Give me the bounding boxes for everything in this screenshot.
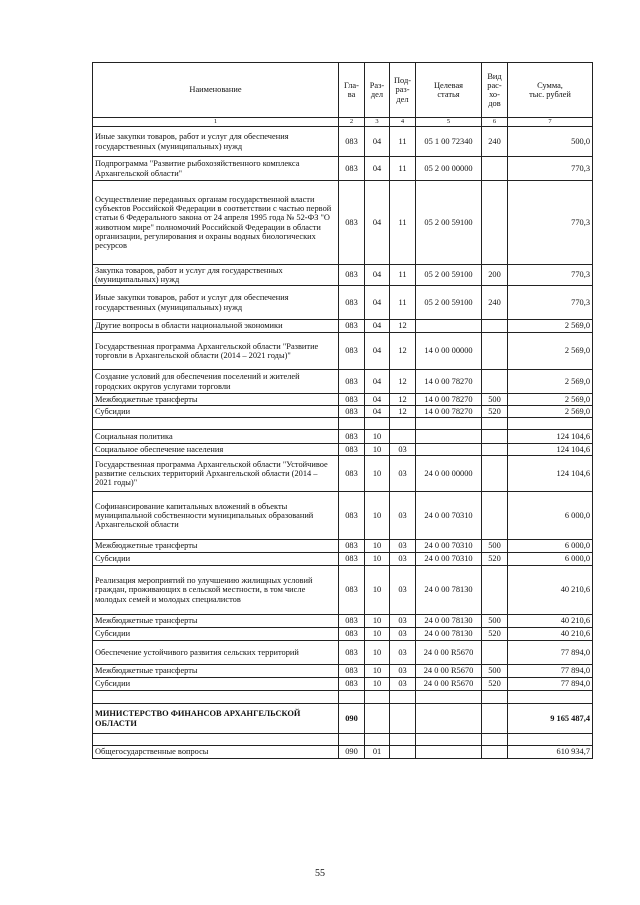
header-sum: Сумма, тыс. рублей	[508, 63, 593, 118]
row-glava-cell: 083	[339, 540, 365, 553]
row-glava-cell: 083	[339, 157, 365, 181]
row-sum-cell: 500,0	[508, 127, 593, 157]
table-row	[93, 444, 593, 456]
row-target-article-cell: 24 0 00 70310	[416, 492, 482, 540]
row-target-article-cell: 24 0 00 R5670	[416, 641, 482, 665]
row-name-cell: Другие вопросы в области национальной экономики	[93, 320, 339, 333]
row-sum-cell: 6 000,0	[508, 492, 593, 540]
table-row	[93, 540, 593, 553]
row-target-article-cell: 05 2 00 59100	[416, 286, 482, 320]
row-sum-cell: 77 894,0	[508, 641, 593, 665]
row-podrazdel-cell: 12	[390, 370, 416, 394]
header-target-article: Целевая статья	[416, 63, 482, 118]
row-podrazdel-cell: 03	[390, 665, 416, 678]
row-podrazdel-cell: 03	[390, 641, 416, 665]
row-target-article-cell: 24 0 00 R5670	[416, 678, 482, 691]
row-razdel-cell: 10	[365, 678, 390, 691]
row-podrazdel-cell: 12	[390, 333, 416, 370]
row-podrazdel-cell	[390, 746, 416, 759]
row-glava-cell: 083	[339, 628, 365, 641]
table-row	[93, 430, 593, 444]
row-target-article-cell	[416, 418, 482, 430]
row-target-article-cell: 14 0 00 78270	[416, 394, 482, 406]
row-glava-cell	[339, 691, 365, 704]
row-sum-cell: 9 165 487,4	[508, 704, 593, 734]
row-target-article-cell: 14 0 00 00000	[416, 333, 482, 370]
row-podrazdel-cell	[390, 418, 416, 430]
column-number: 3	[365, 118, 390, 127]
row-target-article-cell: 05 2 00 59100	[416, 181, 482, 265]
row-podrazdel-cell: 11	[390, 265, 416, 286]
table-row	[93, 127, 593, 157]
row-podrazdel-cell: 03	[390, 678, 416, 691]
header-glava: Гла- ва	[339, 63, 365, 118]
row-target-article-cell: 05 1 00 72340	[416, 127, 482, 157]
row-expense-type-cell	[482, 320, 508, 333]
table-row	[93, 734, 593, 746]
row-podrazdel-cell: 03	[390, 553, 416, 566]
table-row	[93, 333, 593, 370]
row-target-article-cell	[416, 734, 482, 746]
row-name-cell: Реализация мероприятий по улучшению жилищных условий граждан, проживающих в сельской местности, в том числе молодых семей и молодых специалистов	[93, 566, 339, 615]
row-expense-type-cell	[482, 181, 508, 265]
row-name-cell: Иные закупки товаров, работ и услуг для обеспечения государственных (муниципальных) нужд	[93, 286, 339, 320]
row-name-cell	[93, 734, 339, 746]
row-sum-cell: 770,3	[508, 286, 593, 320]
row-sum-cell: 770,3	[508, 265, 593, 286]
row-podrazdel-cell: 03	[390, 540, 416, 553]
row-expense-type-cell: 520	[482, 406, 508, 418]
row-name-cell: Субсидии	[93, 406, 339, 418]
column-number: 5	[416, 118, 482, 127]
table-row	[93, 691, 593, 704]
row-sum-cell: 2 569,0	[508, 394, 593, 406]
row-target-article-cell	[416, 320, 482, 333]
row-glava-cell: 083	[339, 286, 365, 320]
column-number: 7	[508, 118, 593, 127]
row-glava-cell: 083	[339, 615, 365, 628]
row-razdel-cell: 10	[365, 641, 390, 665]
row-sum-cell: 124 104,6	[508, 444, 593, 456]
row-glava-cell: 083	[339, 641, 365, 665]
row-razdel-cell	[365, 704, 390, 734]
row-expense-type-cell: 500	[482, 615, 508, 628]
row-razdel-cell: 10	[365, 492, 390, 540]
header-razdel: Раз- дел	[365, 63, 390, 118]
column-number: 4	[390, 118, 416, 127]
table-row	[93, 492, 593, 540]
row-sum-cell: 770,3	[508, 181, 593, 265]
row-glava-cell	[339, 418, 365, 430]
column-number: 2	[339, 118, 365, 127]
row-name-cell	[93, 418, 339, 430]
row-name-cell: Софинансирование капитальных вложений в объекты муниципальной собственности муниципальных образований Архангельской области	[93, 492, 339, 540]
table-row	[93, 746, 593, 759]
row-sum-cell: 770,3	[508, 157, 593, 181]
row-razdel-cell: 10	[365, 665, 390, 678]
row-target-article-cell: 24 0 00 78130	[416, 615, 482, 628]
row-target-article-cell: 24 0 00 00000	[416, 456, 482, 492]
row-target-article-cell	[416, 430, 482, 444]
row-expense-type-cell	[482, 157, 508, 181]
row-glava-cell: 083	[339, 492, 365, 540]
row-expense-type-cell	[482, 691, 508, 704]
row-expense-type-cell	[482, 418, 508, 430]
header-expense-type: Вид рас- хо- дов	[482, 63, 508, 118]
row-sum-cell: 2 569,0	[508, 406, 593, 418]
row-glava-cell: 083	[339, 665, 365, 678]
row-name-cell: Межбюджетные трансферты	[93, 615, 339, 628]
row-target-article-cell: 24 0 00 70310	[416, 540, 482, 553]
column-number: 6	[482, 118, 508, 127]
row-name-cell: Субсидии	[93, 678, 339, 691]
row-glava-cell: 090	[339, 746, 365, 759]
row-podrazdel-cell: 03	[390, 628, 416, 641]
row-razdel-cell: 04	[365, 286, 390, 320]
row-glava-cell: 083	[339, 456, 365, 492]
row-expense-type-cell: 500	[482, 665, 508, 678]
row-razdel-cell: 04	[365, 181, 390, 265]
row-target-article-cell	[416, 746, 482, 759]
row-razdel-cell: 04	[365, 333, 390, 370]
table-row	[93, 265, 593, 286]
table-row	[93, 615, 593, 628]
row-name-cell: Межбюджетные трансферты	[93, 665, 339, 678]
row-glava-cell: 083	[339, 444, 365, 456]
row-podrazdel-cell	[390, 704, 416, 734]
row-sum-cell: 40 210,6	[508, 615, 593, 628]
table-row	[93, 286, 593, 320]
row-podrazdel-cell: 11	[390, 286, 416, 320]
row-name-cell: Субсидии	[93, 628, 339, 641]
row-expense-type-cell	[482, 444, 508, 456]
row-target-article-cell: 24 0 00 78130	[416, 628, 482, 641]
row-expense-type-cell: 520	[482, 678, 508, 691]
table-row	[93, 370, 593, 394]
header-name: Наименование	[93, 63, 339, 118]
table-row	[93, 566, 593, 615]
row-razdel-cell: 04	[365, 406, 390, 418]
table-row	[93, 665, 593, 678]
row-name-cell: Межбюджетные трансферты	[93, 540, 339, 553]
row-name-cell: Социальная политика	[93, 430, 339, 444]
row-podrazdel-cell: 11	[390, 127, 416, 157]
row-sum-cell: 610 934,7	[508, 746, 593, 759]
row-name-cell: Субсидии	[93, 553, 339, 566]
row-name-cell: Осуществление переданных органам государственной власти субъектов Российской Федерации в соответствии с частью первой статьи 6 Федерального закона от 24 апреля 1995 года № 52-ФЗ "О животном мире" полномочий Российской Федерации в области организации, регулирования и охраны водных биологических ресурсов	[93, 181, 339, 265]
table-row	[93, 181, 593, 265]
table-row	[93, 553, 593, 566]
row-sum-cell	[508, 691, 593, 704]
row-expense-type-cell	[482, 641, 508, 665]
row-name-cell: МИНИСТЕРСТВО ФИНАНСОВ АРХАНГЕЛЬСКОЙ ОБЛАСТИ	[93, 704, 339, 734]
row-expense-type-cell	[482, 566, 508, 615]
row-razdel-cell: 10	[365, 444, 390, 456]
row-glava-cell: 083	[339, 406, 365, 418]
row-sum-cell	[508, 418, 593, 430]
row-glava-cell: 083	[339, 678, 365, 691]
table-row	[93, 641, 593, 665]
row-name-cell: Создание условий для обеспечения поселений и жителей городских округов услугами торговли	[93, 370, 339, 394]
row-target-article-cell	[416, 704, 482, 734]
row-expense-type-cell: 520	[482, 553, 508, 566]
row-podrazdel-cell	[390, 691, 416, 704]
row-target-article-cell: 24 0 00 78130	[416, 566, 482, 615]
table-row	[93, 704, 593, 734]
row-sum-cell: 6 000,0	[508, 540, 593, 553]
row-target-article-cell: 14 0 00 78270	[416, 406, 482, 418]
table-row	[93, 628, 593, 641]
row-glava-cell: 083	[339, 394, 365, 406]
column-number: 1	[93, 118, 339, 127]
table-row	[93, 678, 593, 691]
row-podrazdel-cell	[390, 734, 416, 746]
row-glava-cell: 083	[339, 430, 365, 444]
budget-table	[92, 62, 593, 759]
row-razdel-cell: 10	[365, 456, 390, 492]
row-name-cell: Иные закупки товаров, работ и услуг для обеспечения государственных (муниципальных) нужд	[93, 127, 339, 157]
row-sum-cell: 40 210,6	[508, 628, 593, 641]
row-expense-type-cell: 240	[482, 286, 508, 320]
row-sum-cell	[508, 734, 593, 746]
row-target-article-cell: 05 2 00 59100	[416, 265, 482, 286]
row-glava-cell: 083	[339, 553, 365, 566]
row-expense-type-cell	[482, 704, 508, 734]
row-glava-cell: 083	[339, 566, 365, 615]
row-expense-type-cell	[482, 333, 508, 370]
row-name-cell: Социальное обеспечение населения	[93, 444, 339, 456]
table-row	[93, 406, 593, 418]
row-razdel-cell	[365, 691, 390, 704]
row-podrazdel-cell: 03	[390, 456, 416, 492]
row-sum-cell: 124 104,6	[508, 456, 593, 492]
row-target-article-cell	[416, 444, 482, 456]
row-expense-type-cell	[482, 456, 508, 492]
table-row	[93, 456, 593, 492]
table-body	[93, 127, 593, 759]
page-number: 55	[315, 868, 325, 879]
row-glava-cell: 083	[339, 320, 365, 333]
row-expense-type-cell: 500	[482, 540, 508, 553]
row-razdel-cell: 04	[365, 370, 390, 394]
row-name-cell: Обеспечение устойчивого развития сельских территорий	[93, 641, 339, 665]
table-row	[93, 320, 593, 333]
row-sum-cell: 77 894,0	[508, 678, 593, 691]
row-podrazdel-cell: 12	[390, 394, 416, 406]
table-row	[93, 157, 593, 181]
row-glava-cell: 083	[339, 181, 365, 265]
row-target-article-cell: 24 0 00 R5670	[416, 665, 482, 678]
row-target-article-cell: 24 0 00 70310	[416, 553, 482, 566]
row-target-article-cell	[416, 691, 482, 704]
row-podrazdel-cell: 03	[390, 444, 416, 456]
row-glava-cell: 083	[339, 333, 365, 370]
row-sum-cell: 77 894,0	[508, 665, 593, 678]
row-podrazdel-cell: 11	[390, 181, 416, 265]
row-name-cell: Закупка товаров, работ и услуг для государственных (муниципальных) нужд	[93, 265, 339, 286]
row-sum-cell: 40 210,6	[508, 566, 593, 615]
row-razdel-cell: 10	[365, 430, 390, 444]
row-expense-type-cell: 240	[482, 127, 508, 157]
header-podrazdel: Под- раз- дел	[390, 63, 416, 118]
row-podrazdel-cell: 12	[390, 406, 416, 418]
row-expense-type-cell	[482, 430, 508, 444]
row-expense-type-cell	[482, 746, 508, 759]
row-razdel-cell: 10	[365, 566, 390, 615]
table-row	[93, 394, 593, 406]
row-podrazdel-cell: 12	[390, 320, 416, 333]
row-razdel-cell: 04	[365, 265, 390, 286]
row-glava-cell: 083	[339, 370, 365, 394]
row-glava-cell	[339, 734, 365, 746]
row-glava-cell: 083	[339, 265, 365, 286]
row-target-article-cell: 05 2 00 00000	[416, 157, 482, 181]
row-razdel-cell: 04	[365, 127, 390, 157]
row-razdel-cell: 04	[365, 320, 390, 333]
row-name-cell: Государственная программа Архангельской области "Развитие торговли в Архангельской области (2014 – 2021 годы)"	[93, 333, 339, 370]
table-row	[93, 418, 593, 430]
row-sum-cell: 124 104,6	[508, 430, 593, 444]
row-razdel-cell: 10	[365, 540, 390, 553]
row-expense-type-cell: 500	[482, 394, 508, 406]
row-glava-cell: 083	[339, 127, 365, 157]
row-expense-type-cell: 520	[482, 628, 508, 641]
row-expense-type-cell	[482, 370, 508, 394]
row-name-cell	[93, 691, 339, 704]
row-target-article-cell: 14 0 00 78270	[416, 370, 482, 394]
row-podrazdel-cell: 11	[390, 157, 416, 181]
row-glava-cell: 090	[339, 704, 365, 734]
row-expense-type-cell: 200	[482, 265, 508, 286]
row-podrazdel-cell: 03	[390, 566, 416, 615]
row-razdel-cell: 10	[365, 615, 390, 628]
row-expense-type-cell	[482, 492, 508, 540]
row-razdel-cell: 01	[365, 746, 390, 759]
row-name-cell: Подпрограмма "Развитие рыбохозяйственного комплекса Архангельской области"	[93, 157, 339, 181]
row-podrazdel-cell	[390, 430, 416, 444]
row-name-cell: Общегосударственные вопросы	[93, 746, 339, 759]
table-header-row	[93, 63, 593, 118]
row-razdel-cell: 04	[365, 394, 390, 406]
row-expense-type-cell	[482, 734, 508, 746]
row-name-cell: Межбюджетные трансферты	[93, 394, 339, 406]
row-razdel-cell: 04	[365, 157, 390, 181]
row-sum-cell: 6 000,0	[508, 553, 593, 566]
row-razdel-cell: 10	[365, 553, 390, 566]
row-razdel-cell	[365, 734, 390, 746]
row-sum-cell: 2 569,0	[508, 333, 593, 370]
row-name-cell: Государственная программа Архангельской области "Устойчивое развитие сельских территорий Архангельской области (2014 – 2021 годы)"	[93, 456, 339, 492]
row-sum-cell: 2 569,0	[508, 320, 593, 333]
row-sum-cell: 2 569,0	[508, 370, 593, 394]
row-razdel-cell: 10	[365, 628, 390, 641]
row-podrazdel-cell: 03	[390, 492, 416, 540]
row-razdel-cell	[365, 418, 390, 430]
row-podrazdel-cell: 03	[390, 615, 416, 628]
column-number-row	[93, 118, 593, 127]
